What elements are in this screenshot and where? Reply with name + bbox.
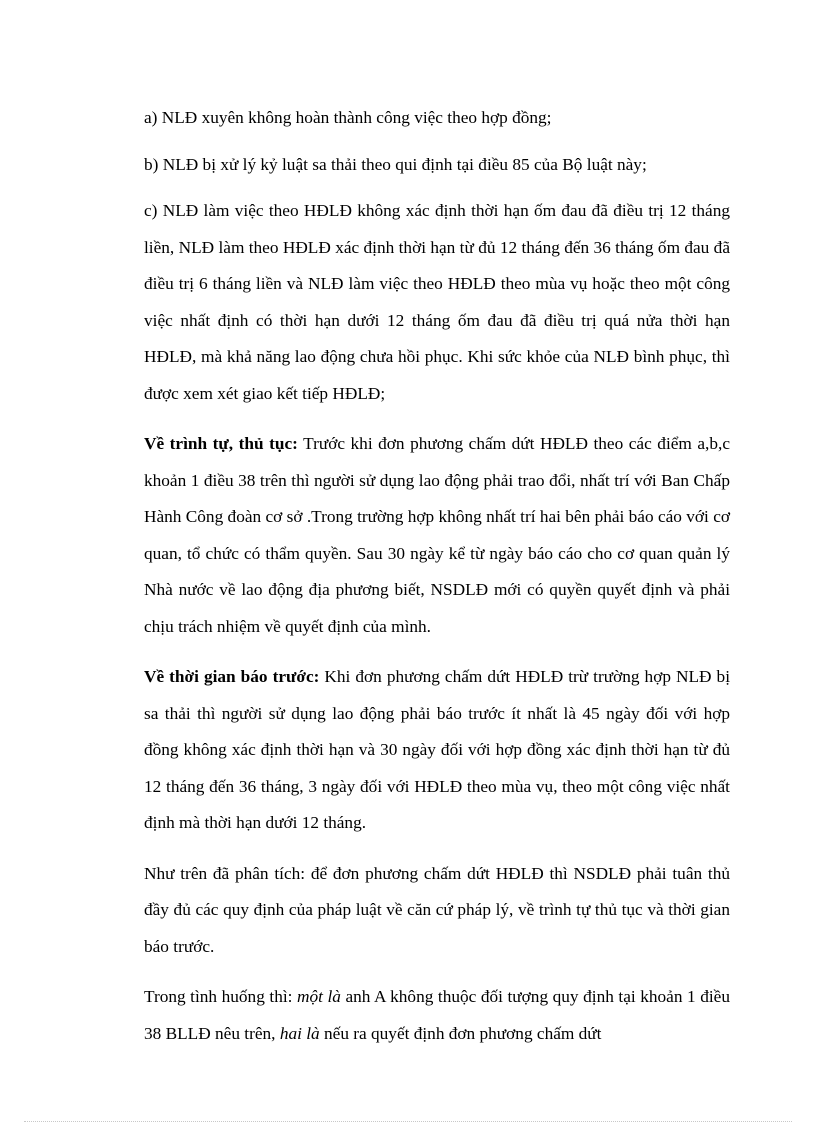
- item-b: b) NLĐ bị xử lý kỷ luật sa thải theo qui định tại điều 85 của Bộ luật này;: [144, 154, 647, 174]
- item-c: c) NLĐ làm việc theo HĐLĐ không xác định thời hạn ốm đau đã điều trị 12 tháng liền, NLĐ làm theo HĐLĐ xác định thời hạn từ đủ 12 tháng đến 36 tháng ốm đau đã điều trị 6 tháng liền và NLĐ làm việc theo HĐLĐ theo mùa vụ hoặc theo một công việc nhất định có thời hạn dưới 12 tháng ốm đau đã điều trị quá nửa thời hạn HĐLĐ, mà khả năng lao động chưa hồi phục. Khi sức khỏe của NLĐ bình phục, thì được xem xét giao kết tiếp HĐLĐ;: [144, 201, 730, 403]
- procedure-heading: Về trình tự, thủ tục:: [144, 434, 298, 453]
- notice-heading: Về thời gian báo trước:: [144, 667, 320, 686]
- situation-first-label: một là: [297, 987, 341, 1006]
- procedure-paragraph: [144, 426, 730, 645]
- document-page: [144, 100, 730, 1052]
- situation-first-text: anh A không thuộc đối tượng quy định tại khoản 1 điều 38 BLLĐ nêu trên,: [144, 987, 730, 1043]
- item-a: a) NLĐ xuyên không hoàn thành công việc theo hợp đồng;: [144, 108, 552, 127]
- analysis-paragraph: Như trên đã phân tích: để đơn phương chấm dứt HĐLĐ thì NSDLĐ phải tuân thủ đầy đủ các quy định của pháp luật về căn cứ pháp lý, về trình tự thủ tục và thời gian báo trước.: [144, 863, 730, 956]
- situation-paragraph: [144, 979, 730, 1052]
- notice-paragraph: [144, 659, 730, 842]
- procedure-text: Trước khi đơn phương chấm dứt HĐLĐ theo các điểm a,b,c khoản 1 điều 38 trên thì người sử dụng lao động phải trao đổi, nhất trí với Ban Chấp Hành Công đoàn cơ sở .Trong trường hợp không nhất trí hai bên phải báo cáo với cơ quan, tổ chức có thẩm quyền. Sau 30 ngày kể từ ngày báo cáo cho cơ quan quản lý Nhà nước về lao động địa phương biết, NSDLĐ mới có quyền quyết định và phải chịu trách nhiệm về quyết định của mình.: [144, 434, 731, 636]
- page-footer-divider: [24, 1121, 792, 1122]
- notice-text: Khi đơn phương chấm dứt HĐLĐ trừ trường hợp NLĐ bị sa thải thì người sử dụng lao động phải báo trước ít nhất là 45 ngày đối với hợp đồng không xác định thời hạn và 30 ngày đối với hợp đồng xác định thời hạn từ đủ 12 tháng đến 36 tháng, 3 ngày đối với HĐLĐ theo mùa vụ, theo một công việc nhất định mà thời hạn dưới 12 tháng.: [144, 667, 730, 832]
- situation-intro: Trong tình huống thì:: [144, 987, 297, 1006]
- situation-second-text: nếu ra quyết định đơn phương chấm dứt: [319, 1023, 602, 1043]
- situation-second-label: hai là: [279, 1023, 320, 1043]
